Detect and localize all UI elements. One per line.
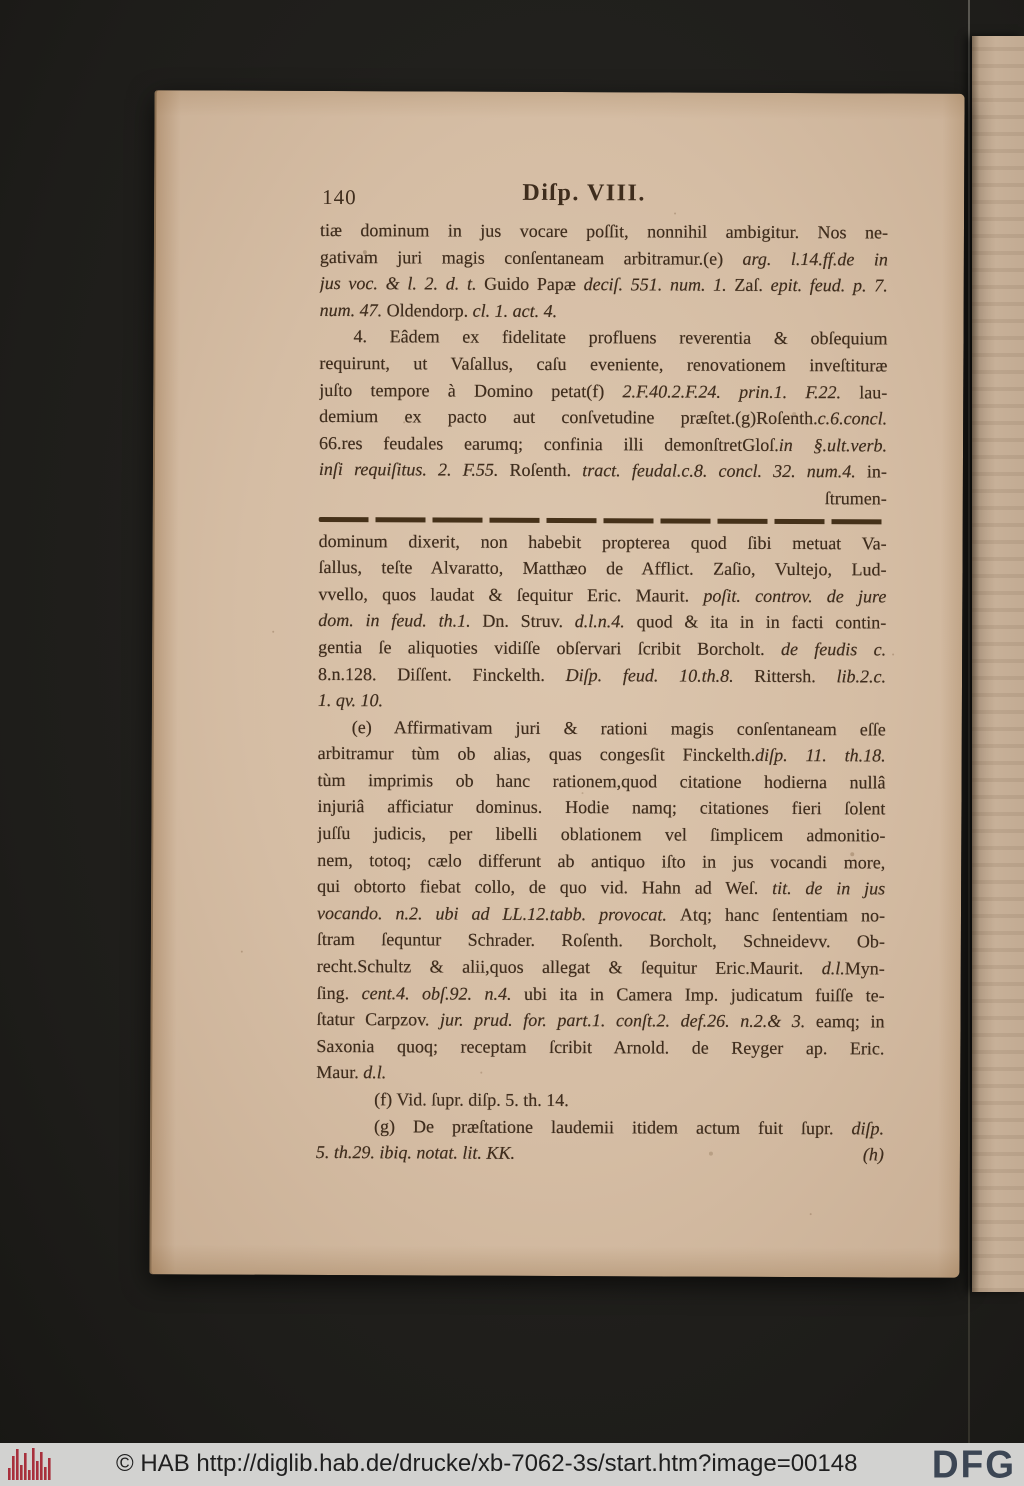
page-header — [320, 179, 888, 215]
barcode-icon — [7, 1448, 53, 1481]
text-line: gentia ſe aliquoties vidiſſe obſervari ſcribit Borcholt. de feudis c. — [318, 636, 887, 660]
paper-speckles — [155, 90, 157, 92]
text-line: dominum dixerit, non habebit propterea quod ſibi metuat Va- — [318, 530, 887, 553]
text-line: ſtatur Carpzov. jur. prud. for. part.1. conſt.2. def.26. n.2.& 3. eamq; in — [316, 1009, 885, 1032]
page-edge-highlight — [968, 0, 970, 1443]
text-line: tùm imprimis ob hanc rationem,quod citatione hodierna nullâ — [317, 769, 886, 793]
text-line: inſi requiſitus. 2. F.55. Roſenth. tract. feudal.c.8. concl. 32. num.4. in- — [318, 459, 887, 482]
text-line: Maur. d.l. — [316, 1062, 387, 1083]
page-text-body — [316, 217, 888, 1168]
viewer-footer-bar — [0, 1443, 1024, 1486]
text-line: vvello, quos laudat & ſequitur Eric. Maurit. poſit. controv. de jure — [318, 583, 887, 607]
running-title: Diſp. VIII. — [522, 179, 646, 207]
text-line: 4. Eâdem ex fidelitate profluens reverentia & obſequium — [353, 326, 888, 349]
text-line: ſallus, teſte Alvaratto, Matthæo de Afflict. Zaſio, Vultejo, Lud- — [318, 557, 887, 580]
text-line: jus voc. & l. 2. d. t. Guido Papæ deciſ. 551. num. 1. Zaſ. epit. feud. p. 7. — [319, 273, 888, 296]
page-text — [316, 179, 888, 1168]
text-line: arbitramur tùm ob alias, quas congesſit Finckelth.diſp. 11. th.18. — [317, 743, 886, 766]
text-line: tiæ dominum in jus vocare poſſit, nonnihil ambigitur. Nos ne- — [319, 219, 889, 243]
page-number: 140 — [322, 184, 357, 210]
dfg-logo: DFG — [931, 1443, 1016, 1486]
text-line: 1. qv. 10. — [317, 690, 384, 711]
text-line: 5. th.29. ibiq. notat. lit. KK. (h) — [315, 1142, 884, 1165]
text-line: juſſu judicis, per libelli oblationem vel ſimplicem admonitio- — [317, 823, 886, 846]
text-line: ſtrumen- — [824, 488, 887, 509]
text-line: injuriâ afficiatur dominus. Hodie namq; citationes fieri ſolent — [317, 796, 886, 819]
text-line: ſtram ſequntur Schrader. Roſenth. Borcholt, Schneidevv. Ob- — [316, 929, 885, 952]
text-line: juſto tempore à Domino petat(f) 2.F.40.2.F.24. prin.1. F.22. lau- — [319, 379, 888, 403]
text-line: 8.n.128. Diſſent. Finckelth. Diſp. feud. 10.th.8. Rittersh. lib.2.c. — [318, 663, 887, 686]
text-line: ſing. cent.4. obſ.92. n.4. ubi ita in Camera Imp. judicatum fuiſſe te- — [316, 982, 885, 1006]
text-line: (g) De præſtatione laudemii itidem actum fuit ſupr. diſp. — [374, 1115, 885, 1139]
text-line: Saxonia quoq; receptam ſcribit Arnold. de Reyger ap. Eric. — [316, 1035, 885, 1059]
scanned-book-page — [149, 90, 964, 1278]
text-line: recht.Schultz & alii,quos allegat & ſequitur Eric.Maurit. d.l.Myn- — [316, 955, 885, 979]
text-line: num. 47. Oldendorp. cl. 1. act. 4. — [319, 299, 558, 321]
text-line: qui obtorto fiebat collo, de quo vid. Hahn ad Weſ. tit. de in jus — [317, 876, 886, 899]
text-line: nem, totoq; cælo differunt ab antiquo iſto in jus vocandi more, — [317, 849, 886, 873]
text-line: (e) Affirmativam juri & rationi magis conſentaneam eſſe — [351, 716, 886, 740]
text-line: requirunt, ut Vaſallus, caſu eveniente, renovationem inveſtituræ — [319, 352, 888, 376]
text-line: demium ex pacto aut conſvetudine præſtet.(g)Roſenth.c.6.concl. — [319, 406, 888, 429]
text-line: 66.res feudales earumq; confinia illi demonſtretGloſ.in §.ult.verb. — [319, 432, 888, 456]
text-line: (f) Vid. ſupr. diſp. 5. th. 14. — [374, 1089, 569, 1111]
text-line: dom. in feud. th.1. Dn. Struv. d.l.n.4. quod & ita in in facti contin- — [318, 610, 887, 633]
text-line: vocando. n.2. ubi ad LL.12.tabb. provocat. Atq; hanc ſententiam no- — [316, 902, 886, 926]
section-divider — [319, 516, 887, 523]
text-line: gativam juri magis conſentaneam arbitramur.(e) arg. l.14.ff.de in — [319, 246, 888, 270]
copyright-url-text: © HAB http://diglib.hab.de/drucke/xb-7062-3s/start.htm?image=00148 — [116, 1450, 858, 1477]
adjacent-page-edge — [972, 36, 1024, 1292]
